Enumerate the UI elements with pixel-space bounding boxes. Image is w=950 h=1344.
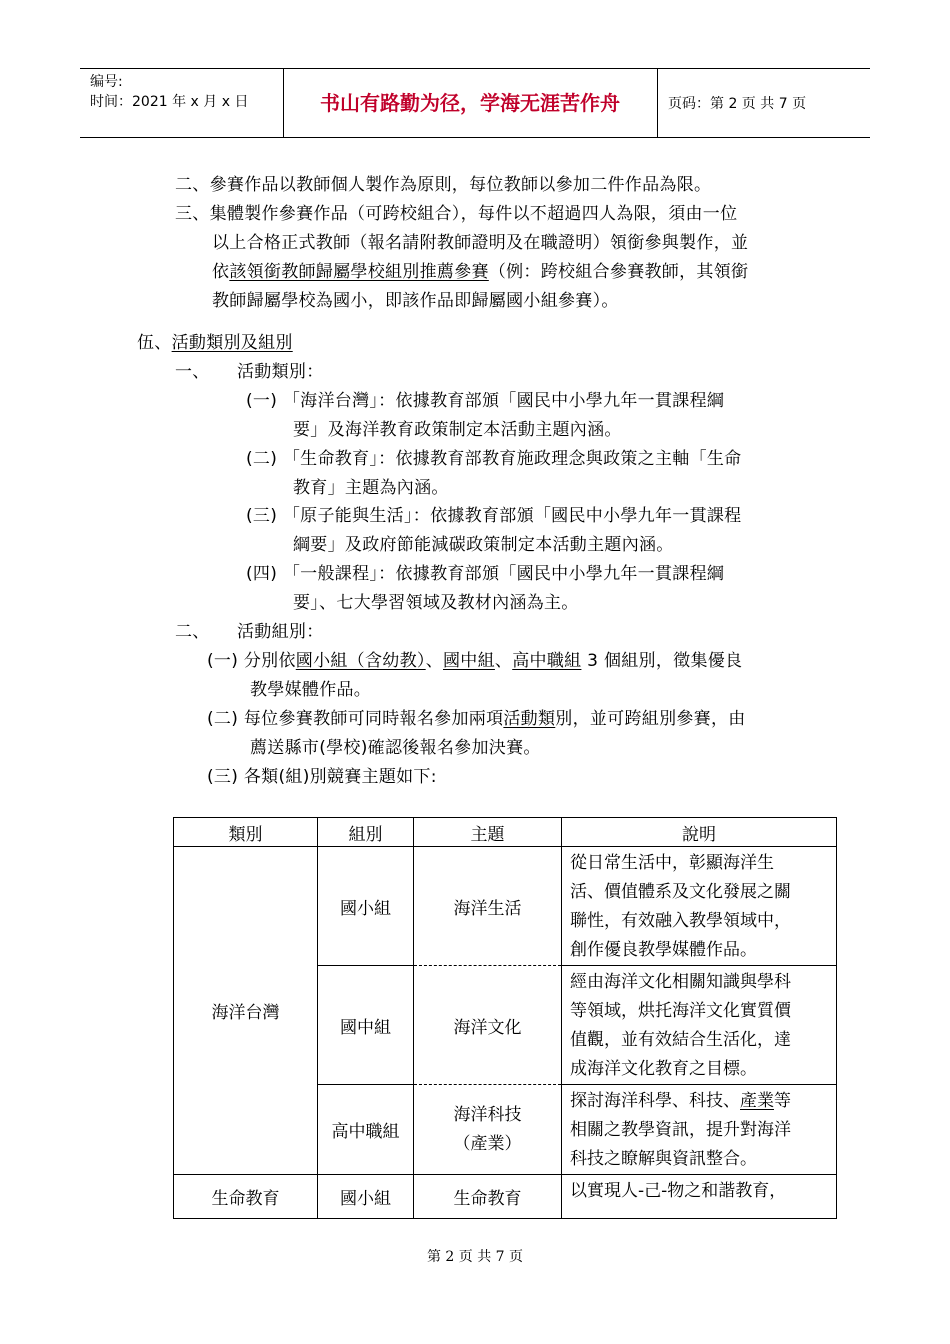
header-meta-cell <box>80 69 284 137</box>
description-line: 相關之教學資訊，提升對海洋 <box>570 1120 791 1140</box>
description-line <box>570 1087 830 1116</box>
group-text: 別，並可跨組別參賽，由 <box>555 709 746 729</box>
category-2-line2: 教育」主題為內涵。 <box>293 478 449 498</box>
description-line: 以實現人-己-物之和諧教育， <box>570 1181 787 1201</box>
description-line: 聯性，有效融入教學領域中， <box>570 911 791 931</box>
rule-item-3-line4: 教師歸屬學校為國小，即該作品即歸屬國小組參賽）。 <box>212 291 619 311</box>
cell-description <box>562 847 837 966</box>
page-footer: 第 2 页 共 7 页 <box>426 1249 524 1265</box>
group-underlined: 國小組（含幼教） <box>295 651 426 671</box>
group-2-line1 <box>207 707 746 731</box>
group-3-line1: (三) 各類(組)別競賽主題如下: <box>207 767 437 787</box>
section-5-heading <box>137 331 293 355</box>
page-label: 页码：第 2 页 共 7 页 <box>668 96 807 112</box>
section-title: 活動類別及組別 <box>171 333 293 353</box>
rule-item-3-line3 <box>212 260 748 284</box>
description-line: 成海洋文化教育之目標。 <box>570 1059 757 1079</box>
sub1-number: 一、 <box>175 362 210 382</box>
category-4-line2: 要」、七大學習領域及教材內涵為主。 <box>293 593 579 613</box>
group-underlined: 國中組 <box>443 651 495 671</box>
theme-line: 海洋科技 <box>453 1104 522 1125</box>
group-2-line2: 薦送縣市(學校)確認後報名參加決賽。 <box>250 738 541 758</box>
description-text: 等 <box>774 1091 791 1111</box>
cell-category: 生命教育 <box>174 1175 318 1219</box>
table-header-description: 說明 <box>562 818 837 847</box>
number-label: 编号: <box>90 74 123 90</box>
description-line: 從日常生活中，彰顯海洋生 <box>570 853 774 873</box>
cell-description <box>562 966 837 1085</box>
cell-theme: 生命教育 <box>414 1175 562 1219</box>
time-label: 时间：2021 年 x 月 x 日 <box>90 94 249 110</box>
cell-group: 國中組 <box>318 966 414 1085</box>
category-2-line1: (二) 「生命教育」：依據教育部教育施政理念與政策之主軸「生命 <box>246 449 742 469</box>
cell-theme <box>414 1085 562 1175</box>
section-prefix: 伍、 <box>137 333 172 353</box>
rule-text: 依 <box>212 262 230 282</box>
cell-group: 國小組 <box>318 847 414 966</box>
group-1-line1 <box>207 649 742 673</box>
cell-category: 海洋台灣 <box>174 847 318 1175</box>
group-text: (二) 每位參賽教師可同時報名參加兩項 <box>207 709 504 729</box>
theme-table <box>173 817 837 1219</box>
description-line: 值觀，並有效結合生活化，達 <box>570 1030 791 1050</box>
group-underlined: 高中職組 <box>512 651 582 671</box>
category-3-line1: (三) 「原子能與生活」：依據教育部頒「國民中小學九年一貫課程 <box>246 506 742 526</box>
description-line: 等領域，烘托海洋文化實質價 <box>570 1001 791 1021</box>
table-row <box>174 847 837 966</box>
cell-group: 國小組 <box>318 1175 414 1219</box>
cell-theme: 海洋文化 <box>414 966 562 1085</box>
sub1-title: 活動類別： <box>237 362 324 382</box>
group-text: 、 <box>425 651 443 671</box>
category-4-line1: (四) 「一般課程」：依據教育部頒「國民中小學九年一貫課程綱 <box>246 564 725 584</box>
cell-description <box>562 1175 837 1219</box>
group-underlined: 活動類 <box>503 709 556 729</box>
table-header-category: 類別 <box>174 818 318 847</box>
theme-line: （產業） <box>453 1133 522 1154</box>
group-text: 3 個組別，徵集優良 <box>581 651 743 671</box>
rule-text: （例：跨校組合參賽教師，其領銜 <box>488 262 749 282</box>
rule-item-3-line2: 以上合格正式教師（報名請附教師證明及在職證明）領銜參與製作，並 <box>212 233 749 253</box>
group-text: (一) 分別依 <box>207 651 296 671</box>
table-header-theme: 主題 <box>414 818 562 847</box>
cell-group: 高中職組 <box>318 1085 414 1175</box>
page-header <box>80 68 870 138</box>
rule-item-2: 二、參賽作品以教師個人製作為原則，每位教師以參加二件作品為限。 <box>175 175 712 195</box>
group-text: 、 <box>494 651 513 671</box>
category-3-line2: 綱要」及政府節能減碳政策制定本活動主題內涵。 <box>293 535 674 555</box>
sub2-number: 二、 <box>175 622 210 642</box>
description-line: 科技之瞭解與資訊整合。 <box>570 1149 757 1169</box>
table-header-row <box>174 818 837 847</box>
description-text: 探討海洋科學、科技、 <box>570 1091 740 1111</box>
description-underlined: 產業 <box>740 1091 774 1111</box>
cell-theme: 海洋生活 <box>414 847 562 966</box>
description-line: 活、價值體系及文化發展之關 <box>570 882 791 902</box>
header-page-cell <box>657 69 871 137</box>
header-motto: 书山有路勤为径，学海无涯苦作舟 <box>320 91 620 115</box>
rule-item-3-line1: 三、集體製作參賽作品（可跨校組合），每件以不超過四人為限，須由一位 <box>175 204 738 224</box>
sub2-title: 活動組別： <box>237 622 324 642</box>
rule-underlined-text: 該領銜教師歸屬學校組別推薦參賽 <box>229 262 489 282</box>
category-1-line1: (一) 「海洋台灣」：依據教育部頒「國民中小學九年一貫課程綱 <box>246 391 725 411</box>
category-1-line2: 要」及海洋教育政策制定本活動主題內涵。 <box>293 420 622 440</box>
cell-description <box>562 1085 837 1175</box>
table-header-group: 組別 <box>318 818 414 847</box>
group-1-line2: 教學媒體作品。 <box>250 680 372 700</box>
description-line: 經由海洋文化相關知識與學科 <box>570 972 791 992</box>
description-line: 創作優良教學媒體作品。 <box>570 940 757 960</box>
table-row <box>174 1175 837 1219</box>
